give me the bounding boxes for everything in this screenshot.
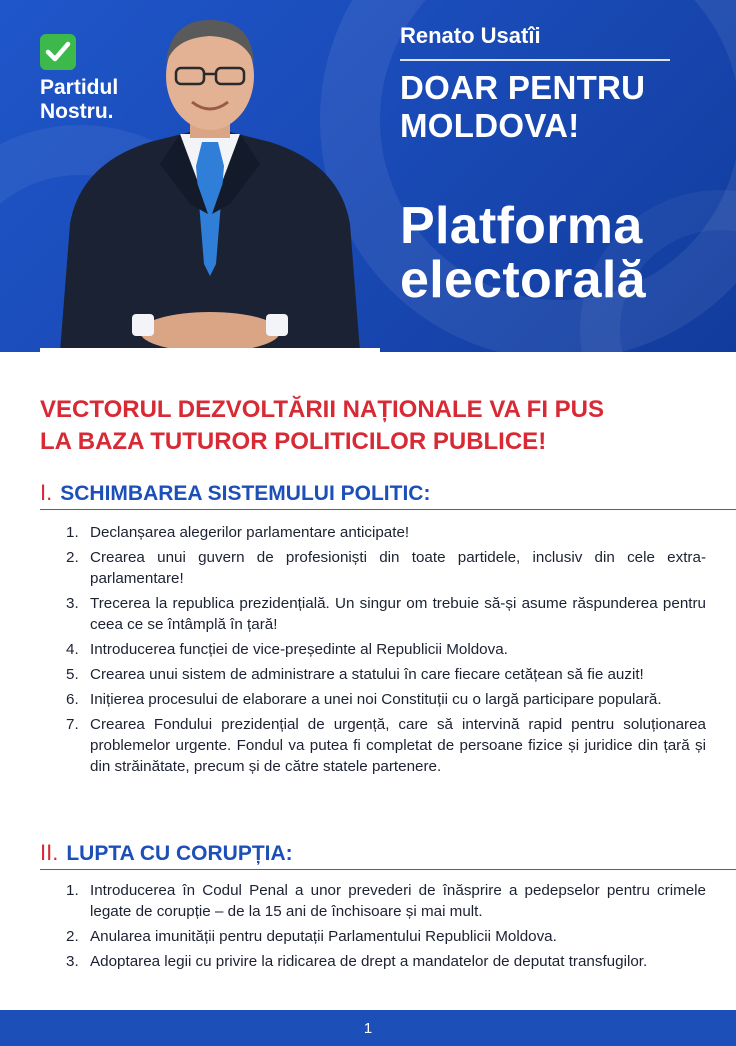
title-line2: electorală: [400, 251, 646, 309]
list-item: [66, 880, 706, 922]
main-heading: [40, 394, 710, 458]
item-text: Anularea imunității pentru deputații Parlamentului Republicii Moldova.: [90, 928, 557, 945]
item-text: Adoptarea legii cu privire la ridicarea de drept a mandatelor de deputat transfugilor.: [90, 953, 648, 970]
logo-text-line1: Partidul: [40, 76, 119, 99]
item-text: Crearea Fondului prezidențial de urgență, care să intervină rapid pentru soluționarea problemelor urgente. Fondul va putea fi completat de persoane fizice și juridice din țară și din străinătate, precum și de către statele partenere.: [90, 716, 706, 775]
item-number: 2.: [66, 549, 79, 566]
list-item: [66, 593, 706, 635]
header-text: [400, 22, 700, 307]
list-item: [66, 951, 706, 972]
document-title: [400, 199, 700, 307]
list-item: [66, 522, 706, 543]
checkmark-icon: [40, 34, 76, 70]
section-heading-political-system: [40, 480, 736, 510]
page-number: 1: [363, 1019, 373, 1037]
item-text: Inițierea procesului de elaborare a unei noi Constituții cu o largă participare populară.: [90, 691, 662, 708]
slogan: [400, 69, 700, 145]
section-number: I.: [40, 480, 53, 505]
item-number: 4.: [66, 641, 79, 658]
section-heading-corruption: [40, 840, 736, 870]
section-list-corruption: [66, 880, 706, 976]
section-number: II.: [40, 840, 59, 865]
item-number: 2.: [66, 928, 79, 945]
item-number: 5.: [66, 666, 79, 683]
header-divider: [400, 59, 670, 61]
party-logo: [40, 34, 160, 124]
leader-name: Renato Usatîi: [400, 23, 541, 48]
section-list-political-system: [66, 522, 706, 781]
item-text: Crearea unui sistem de administrare a statului în care fiecare cetățean să fie auzit!: [90, 666, 644, 683]
item-number: 7.: [66, 716, 79, 733]
main-heading-line2: LA BAZA TUTUROR POLITICILOR PUBLICE!: [40, 428, 547, 455]
item-text: Trecerea la republica prezidențială. Un singur om trebuie să-și asume răspunderea pentru ceea ce se întâmplă în țară!: [90, 595, 706, 633]
section-title: SCHIMBAREA SISTEMULUI POLITIC:: [60, 482, 431, 505]
title-line1: Platforma: [400, 197, 643, 255]
item-number: 1.: [66, 524, 79, 541]
header-banner: [0, 0, 736, 352]
list-item: [66, 639, 706, 660]
item-number: 1.: [66, 882, 79, 899]
list-item: [66, 689, 706, 710]
item-text: Introducerea funcției de vice-președinte al Republicii Moldova.: [90, 641, 508, 658]
slogan-line2: MOLDOVA!: [400, 107, 580, 144]
item-text: Crearea unui guvern de profesioniști din toate partidele, inclusiv din cele extra-parlamentare!: [90, 549, 706, 587]
list-item: [66, 714, 706, 777]
list-item: [66, 547, 706, 589]
logo-text-line2: Nostru.: [40, 100, 114, 123]
list-item: [66, 926, 706, 947]
logo-wordmark: [40, 76, 160, 124]
main-heading-line1: VECTORUL DEZVOLTĂRII NAȚIONALE VA FI PUS: [40, 396, 605, 423]
slogan-line1: DOAR PENTRU: [400, 69, 646, 106]
item-text: Introducerea în Codul Penal a unor prevederi de înăsprire a pedepselor pentru crimele legate de corupție – de la 15 ani de închisoare și mai mult.: [90, 882, 706, 920]
section-title: LUPTA CU CORUPȚIA:: [66, 842, 293, 865]
item-number: 6.: [66, 691, 79, 708]
list-item: [66, 664, 706, 685]
item-text: Declanșarea alegerilor parlamentare anticipate!: [90, 524, 410, 541]
page-footer: [0, 1010, 736, 1046]
item-number: 3.: [66, 953, 79, 970]
item-number: 3.: [66, 595, 79, 612]
